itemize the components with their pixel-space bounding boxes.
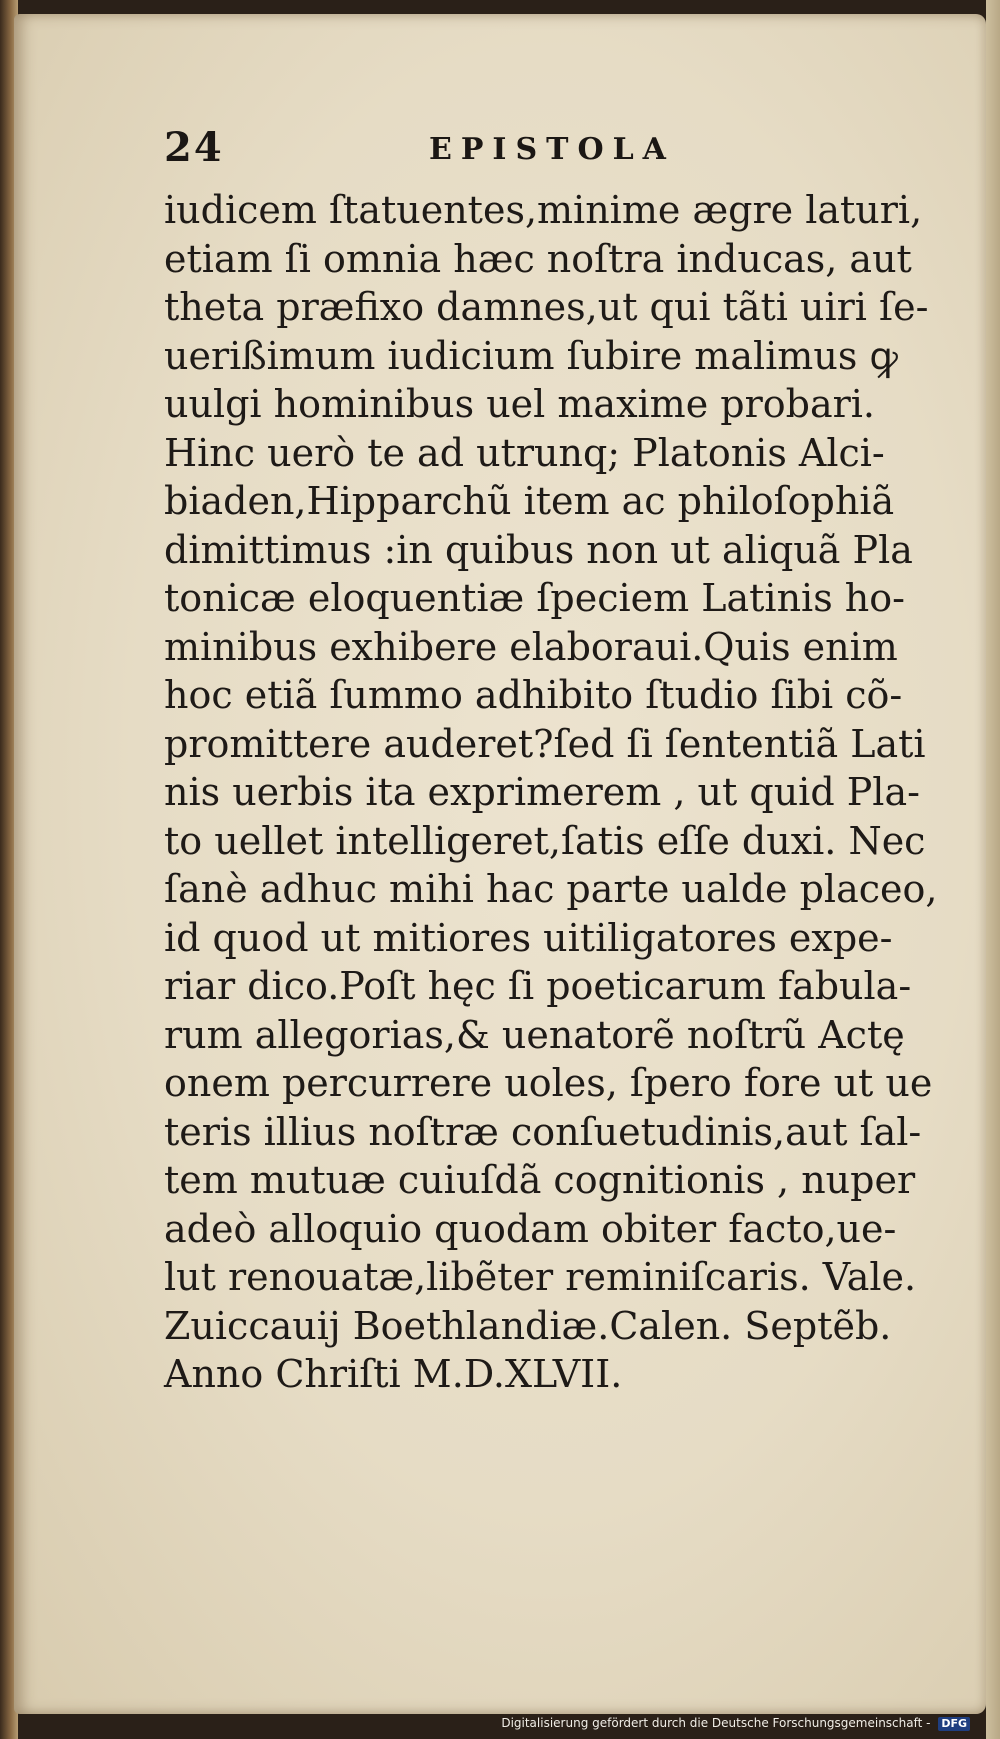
text-line: dimittimus :in quibus non ut aliquã Pla: [164, 527, 913, 572]
text-line: Anno Chriſti M.D.XLVII.: [164, 1352, 623, 1396]
running-head: EPISTOLA: [429, 132, 675, 167]
text-line: etiam ſi omnia hæc noſtra inducas, aut: [164, 236, 912, 281]
text-line: hoc etiã ſummo adhibito ſtudio ſibi cõ-: [164, 673, 903, 717]
page-body-text: [164, 186, 938, 1399]
text-line: minibus exhibere elaboraui.Quis enim: [164, 624, 898, 669]
text-line: to uellet intelligeret,ſatis eſſe duxi. Nec: [164, 818, 926, 863]
page-number: 24: [164, 124, 224, 171]
text-line: Zuiccauij Boethlandiæ.Calen. Septẽb.: [164, 1303, 892, 1348]
page-edge: [986, 0, 1000, 1739]
text-line: tem mutuæ cuiuſdã cognitionis , nuper: [164, 1158, 916, 1202]
text-line: tonicæ eloquentiæ ſpeciem Latinis ho-: [164, 576, 905, 620]
digitization-credit: [501, 1716, 970, 1731]
text-line: adeò alloquio quodam obiter facto,ue-: [164, 1206, 897, 1251]
text-line: lut renouatæ,libẽter reminiſcaris. Vale.: [164, 1255, 917, 1299]
text-line: promittere auderet?ſed ſi ſententiã Lati: [164, 721, 926, 766]
text-line: ſanè adhuc mihi hac parte ualde placeo,: [164, 867, 938, 911]
text-line: riar dico.Poſt hęc ſi poeticarum fabula-: [164, 964, 912, 1008]
text-line: uulgi hominibus uel maxime probari.: [164, 382, 876, 426]
credit-text: Digitalisierung gefördert durch die Deutsche Forschungsgemeinschaft -: [501, 1716, 931, 1730]
text-line: nis uerbis ita exprimerem , ut quid Pla-: [164, 770, 920, 814]
text-line: teris illius noſtræ conſuetudinis,aut ſal-: [164, 1109, 922, 1154]
text-line: biaden,Hipparchũ item ac philoſophiã: [164, 479, 895, 523]
text-line: iudicem ſtatuentes,minime ægre laturi,: [164, 188, 923, 232]
text-line: rum allegorias,& uenatorẽ noſtrũ Actę: [164, 1012, 905, 1057]
text-line: Hinc uerò te ad utrunq; Platonis Alci-: [164, 430, 885, 475]
text-line: uerißimum iudicium ſubire malimus ꝙ: [164, 333, 898, 378]
page-header: [164, 124, 884, 174]
book-page: [14, 14, 986, 1714]
text-line: theta præfixo damnes,ut qui tãti uiri ſe-: [164, 285, 929, 329]
text-line: id quod ut mitiores uitiligatores expe-: [164, 915, 893, 960]
text-line: onem percurrere uoles, ſpero fore ut ue: [164, 1061, 933, 1105]
dfg-logo: DFG: [938, 1717, 970, 1731]
